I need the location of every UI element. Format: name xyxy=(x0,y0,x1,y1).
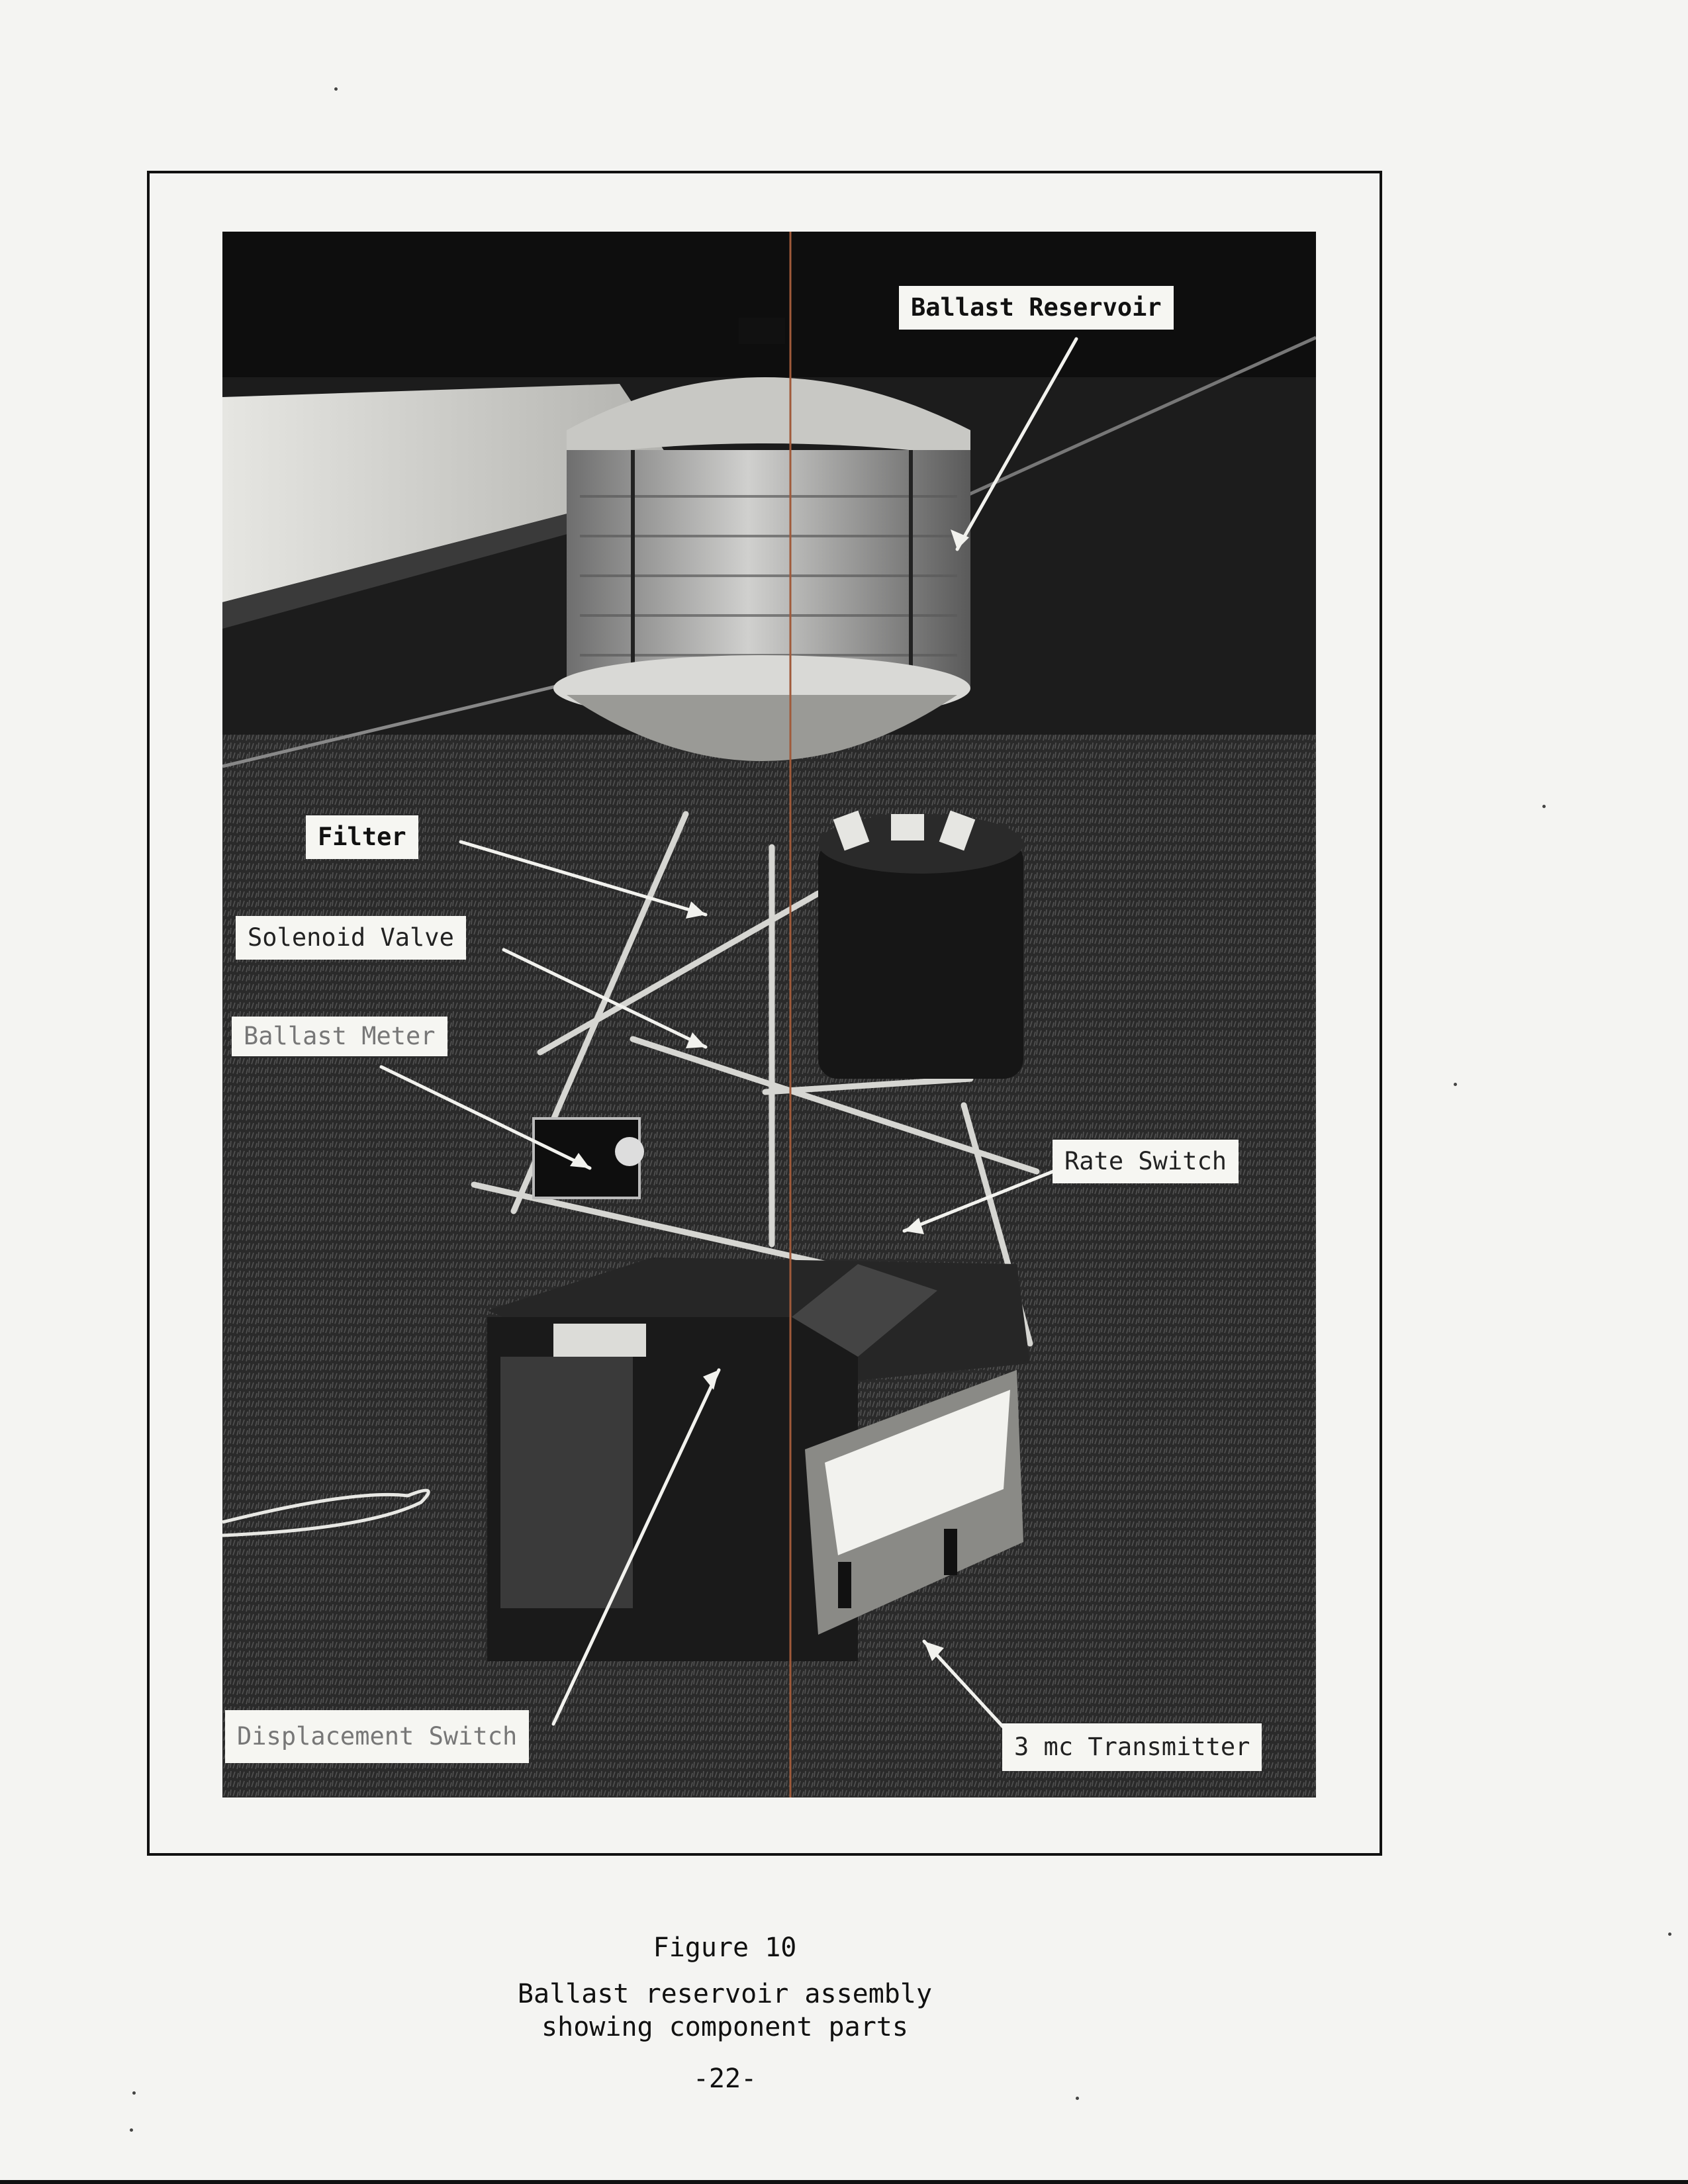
label-rate-switch: Rate Switch xyxy=(1053,1140,1239,1183)
scan-edge xyxy=(0,2180,1688,2184)
label-solenoid-valve: Solenoid Valve xyxy=(236,916,466,960)
label-displacement-switch: Displacement Switch xyxy=(225,1710,529,1763)
label-filter: Filter xyxy=(306,815,418,859)
figure-caption-line-1: Ballast reservoir assembly xyxy=(517,1979,933,2009)
assembly-photo xyxy=(222,232,1316,1797)
figure-caption-line-2: showing component parts xyxy=(541,2012,908,2042)
label-3mc-transmitter: 3 mc Transmitter xyxy=(1002,1723,1262,1771)
figure-caption-title: Figure 10 xyxy=(653,1933,797,1963)
label-ballast-meter: Ballast Meter xyxy=(232,1017,447,1056)
label-ballast-reservoir: Ballast Reservoir xyxy=(899,286,1174,330)
page-number: -22- xyxy=(692,2064,757,2094)
